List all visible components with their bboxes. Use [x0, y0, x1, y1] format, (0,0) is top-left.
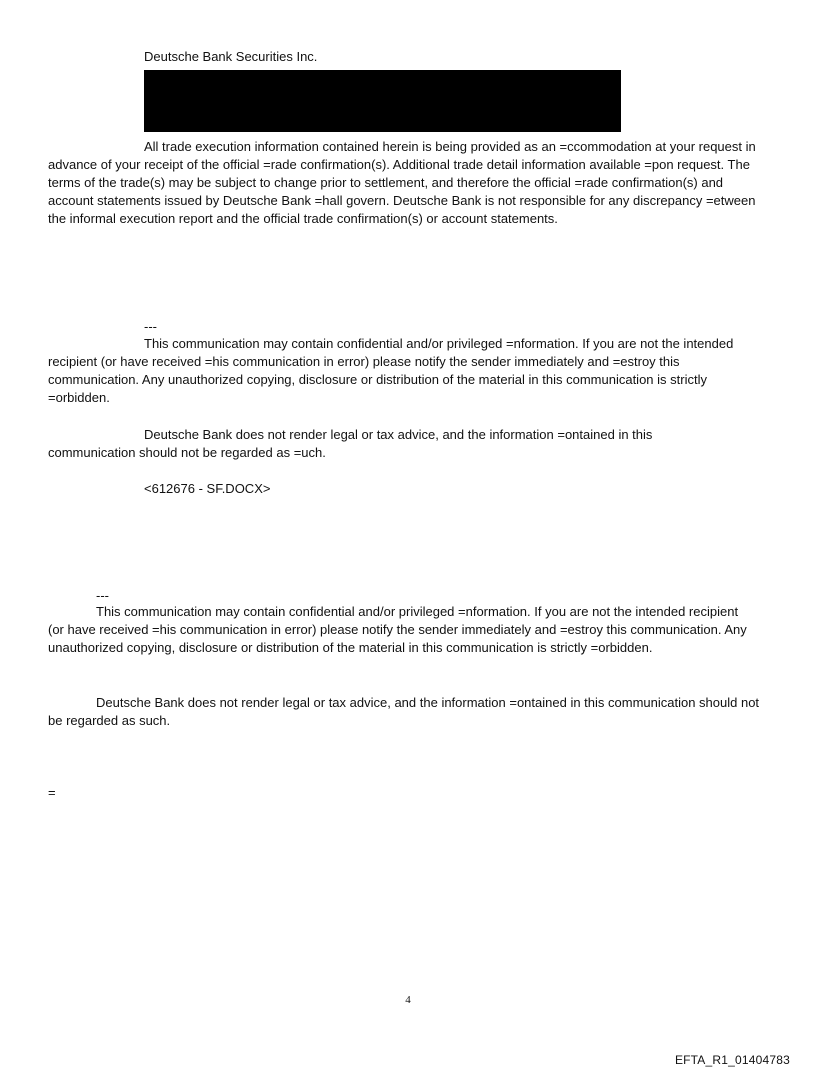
redaction-block	[144, 70, 621, 132]
trade-execution-notice: All trade execution information contained herein is being provided as an =ccommodation at your request in advance of your receipt of the official =rade confirmation(s). Additional trade detail information available =pon request. The terms of the trade(s) may be subject to change prior to settlement, and therefore the official =rade confirmation(s) and account statements issued by Deutsche Bank =hall govern. Deutsche Bank is not responsible for any discrepancy =etween the informal execution report and the official trade confirmation(s) or account statements.	[48, 139, 756, 226]
document-id: EFTA_R1_01404783	[674, 1053, 790, 1067]
attachment-name: <612676 - SF.DOCX>	[144, 481, 271, 496]
separator-1: ---	[144, 319, 157, 334]
page-number: 4	[405, 994, 411, 1006]
tax-disclaimer-1: Deutsche Bank does not render legal or tax advice, and the information =ontained in this communication should not be regarded as =uch.	[48, 427, 653, 460]
confidentiality-notice-1: This communication may contain confidential and/or privileged =nformation. If you are not the intended recipient (or have received =his communication in error) please notify the sender immediately and =estroy this communication. Any unauthorized copying, disclosure or distribution of the material in this communication is strictly =orbidden.	[48, 336, 734, 405]
confidentiality-notice-2: This communication may contain confidential and/or privileged =nformation. If you are not the intended recipient (or have received =his communication in error) please notify the sender immediately and =estroy this communication. Any unauthorized copying, disclosure or distribution of the material in this communication is strictly =orbidden.	[48, 604, 747, 655]
separator-2: ---	[96, 588, 109, 603]
trailing-mark: =	[48, 785, 56, 800]
company-name: Deutsche Bank Securities Inc.	[144, 49, 318, 64]
tax-disclaimer-2: Deutsche Bank does not render legal or tax advice, and the information =ontained in this communication should not be regarded as such.	[48, 695, 760, 728]
